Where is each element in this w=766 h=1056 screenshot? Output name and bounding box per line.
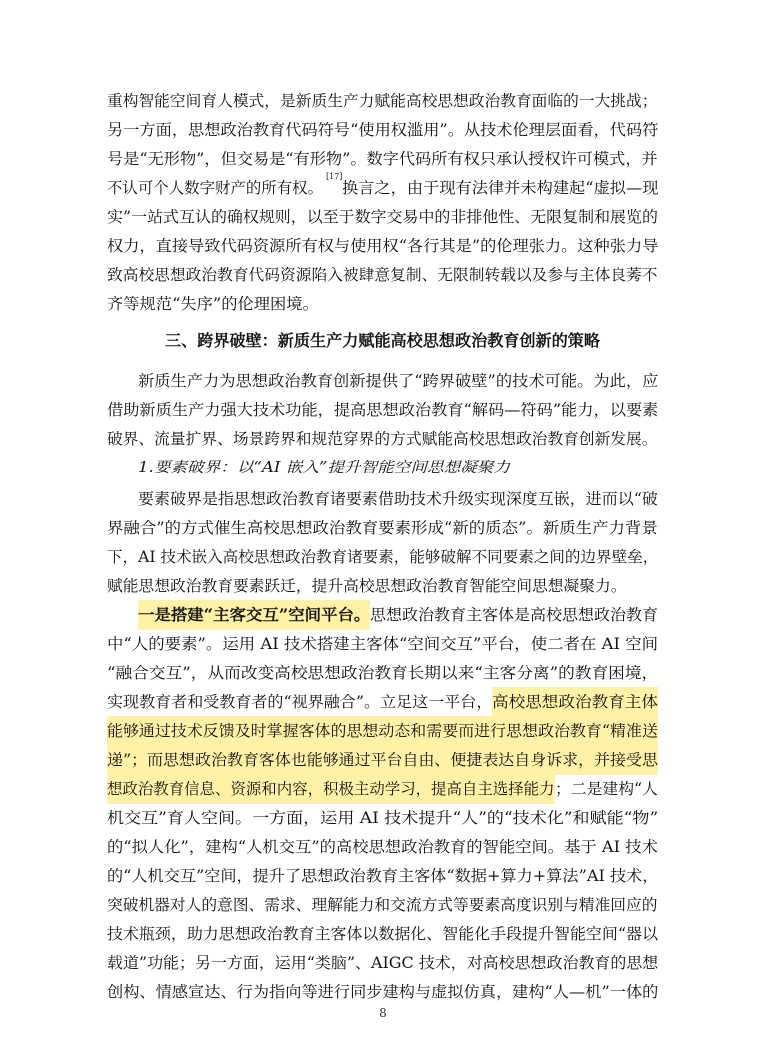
page-number: 8 <box>379 1006 387 1020</box>
line-text: 技术瓶颈，助力思想政治教育主客体以数据化、智能化手段提升智能空间“器以 <box>107 925 658 943</box>
citation-ref: [17] <box>326 172 343 181</box>
line-02 <box>0 115 766 145</box>
line-07 <box>0 260 766 290</box>
line-03 <box>0 144 766 174</box>
line-27 <box>0 861 766 891</box>
line-text: “融合交互”，从而改变高校思想政治教育长期以来“主客分离”的教育困境， <box>107 664 659 682</box>
line-20 <box>0 658 766 688</box>
line-text: 实现教育者和受教育者的“视界融合”。立足这一平台， <box>107 693 493 711</box>
line-22 <box>0 716 766 746</box>
line-text: 权力，直接导致代码资源所有权与使用权“各行其是”的伦理张力。这种张力导 <box>107 237 659 255</box>
line-text: 下，AI 技术嵌入高校思想政治教育诸要素，能够破解不同要素之间的边界壁垒， <box>107 548 659 566</box>
highlighted-text: 想政治教育信息、资源和内容，积极主动学习，提高自主选择能力 <box>107 774 555 804</box>
line-text: 创构、情感宣达、行为指向等进行同步建构与虚拟仿真，建构“人—机”一体的 <box>107 983 659 1001</box>
section-heading <box>0 326 766 356</box>
line-30 <box>0 948 766 978</box>
line-text: ；二是建构“人 <box>555 780 658 798</box>
line-text: 的“人机交互”空间，提升了思想政治教育主客体“数据+算力+算法”AI 技术， <box>107 867 659 885</box>
line-text: 要素破界是指思想政治教育诸要素借助技术升级实现深度互嵌，进而以“破 <box>138 490 658 508</box>
line-05 <box>0 202 766 232</box>
highlighted-text: 一是搭建“主客交互”空间平台。 <box>138 600 370 630</box>
line-text: 赋能思想政治教育要素跃迁，提升高校思想政治教育智能空间思想凝聚力。 <box>107 577 627 595</box>
line-text: 中“人的要素”。运用 AI 技术搭建主客体“空间交互”平台，使二者在 AI 空间 <box>107 635 659 653</box>
line-text: 思想政治教育主客体是高校思想政治教育 <box>370 606 659 624</box>
highlighted-text: 递”；而思想政治教育客体也能够通过平台自由、便捷表达自身诉求，并接受思 <box>107 745 658 775</box>
line-text: 机交互”育人空间。一方面，运用 AI 技术提升“人”的“技术化”和赋能“物” <box>107 809 659 827</box>
line-28 <box>0 890 766 920</box>
line-04 <box>0 173 766 203</box>
line-text: 致高校思想政治教育代码资源陷入被肆意复制、无限制转载以及参与主体良莠不 <box>107 266 658 284</box>
line-16 <box>0 542 766 572</box>
line-text: 界融合”的方式催生高校思想政治教育要素形成“新的质态”。新质生产力背景 <box>107 519 658 537</box>
line-text: 新质生产力为思想政治教育创新提供了“跨界破壁”的技术可能。为此，应 <box>138 372 659 390</box>
line-text: 重构智能空间育人模式，是新质生产力赋能高校思想政治教育面临的一大挑战； <box>107 92 658 110</box>
line-26 <box>0 832 766 862</box>
line-08 <box>0 289 766 319</box>
line-29 <box>0 919 766 949</box>
line-15 <box>0 513 766 543</box>
line-21 <box>0 687 766 717</box>
line-text: 另一方面，思想政治教育代码符号“使用权滥用”。从技术伦理层面看，代码符 <box>107 121 659 139</box>
line-text: 载道”功能；另一方面，运用“类脑”、AIGC 技术，对高校思想政治教育的思想 <box>107 954 659 972</box>
subsection-heading <box>0 453 766 483</box>
subsection-heading-text: 1.要素破界：以“AI 嵌入”提升智能空间思想凝聚力 <box>138 460 510 476</box>
line-text: 实”一站式互认的确权规则，以至于数字交易中的非排他性、无限复制和展览的 <box>107 208 658 226</box>
line-12 <box>0 424 766 454</box>
line-text: 齐等规范“失序”的伦理困境。 <box>107 295 319 313</box>
section-heading-text: 三、跨界破壁：新质生产力赋能高校思想政治教育创新的策略 <box>165 331 601 350</box>
line-23 <box>0 745 766 775</box>
line-06 <box>0 231 766 261</box>
line-text: 借助新质生产力强大技术功能，提高思想政治教育“解码—符码”能力，以要素 <box>107 401 659 419</box>
line-14 <box>0 484 766 514</box>
line-10 <box>0 366 766 396</box>
line-31 <box>0 977 766 1007</box>
line-01 <box>0 86 766 116</box>
line-19 <box>0 629 766 659</box>
line-text: 换言之，由于现有法律并未构建起“虚拟—现 <box>342 179 659 197</box>
highlighted-text: 能够通过技术反馈及时掌握客体的思想动态和需要而进行思想政治教育“精准送 <box>107 716 658 746</box>
line-text: 突破机器对人的意图、需求、理解能力和交流方式等要素高度识别与精准回应的 <box>107 896 658 914</box>
line-text: 不认可个人数字财产的所有权。 <box>107 179 324 197</box>
line-25 <box>0 803 766 833</box>
line-text: 号是“无形物”，但交易是“有形物”。数字代码所有权只承认授权许可模式，并 <box>107 150 658 168</box>
highlighted-text: 高校思想政治教育主体 <box>492 687 658 717</box>
line-text: 的“拟人化”，建构“人机交互”的高校思想政治教育的智能空间。基于 AI 技术 <box>107 838 658 856</box>
line-11 <box>0 395 766 425</box>
line-text: 破界、流量扩界、场景跨界和规范穿界的方式赋能高校思想政治教育创新发展。 <box>107 430 658 448</box>
line-24 <box>0 774 766 804</box>
line-17 <box>0 571 766 601</box>
line-18 <box>0 600 766 630</box>
